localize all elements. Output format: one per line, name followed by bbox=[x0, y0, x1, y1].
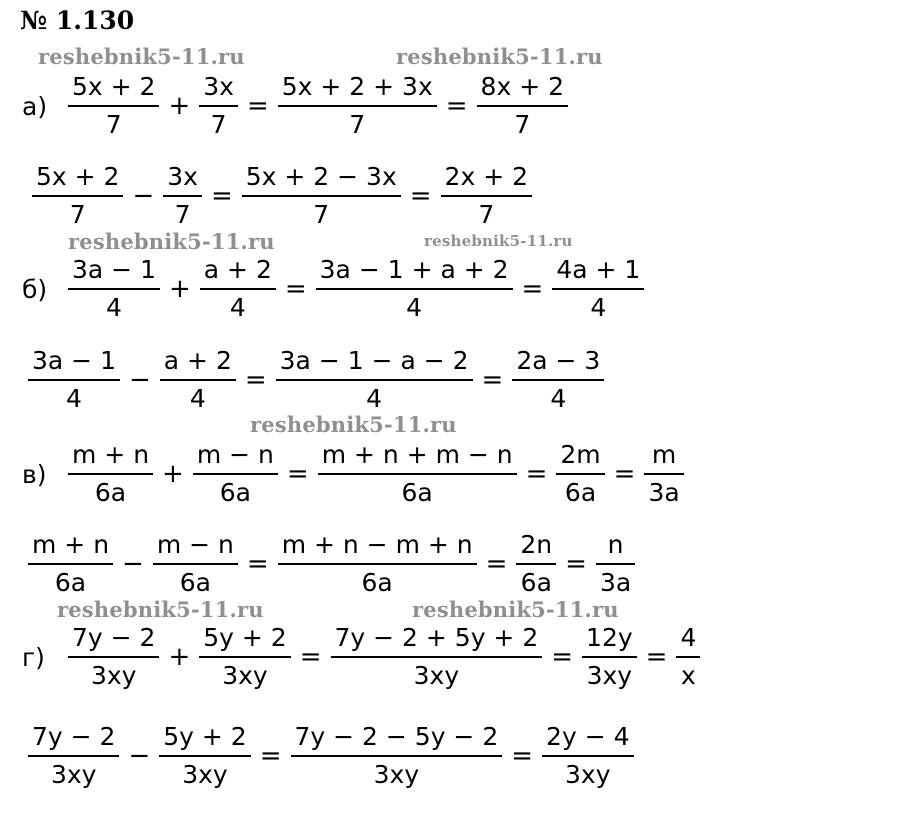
denominator: 7 bbox=[69, 200, 86, 229]
fraction bbox=[441, 162, 532, 230]
numerator: 3a − 1 bbox=[32, 346, 116, 375]
minus-sign: − bbox=[132, 181, 155, 211]
fraction bbox=[516, 530, 556, 598]
denominator: 4 bbox=[189, 384, 206, 413]
equals-sign: = bbox=[565, 549, 587, 579]
equals-sign: = bbox=[409, 181, 432, 211]
part-label-g: г) bbox=[22, 642, 45, 672]
watermark: reshebnik5-11.ru bbox=[250, 412, 457, 437]
numerator: m + n + m − n bbox=[321, 440, 513, 469]
denominator: 4 bbox=[106, 293, 122, 322]
plus-sign: + bbox=[168, 642, 191, 672]
numerator: 2x + 2 bbox=[444, 162, 528, 191]
numerator: 4a + 1 bbox=[556, 255, 641, 284]
equation-g-difference bbox=[22, 722, 640, 790]
plus-sign: + bbox=[162, 459, 184, 489]
equals-sign: = bbox=[244, 365, 267, 395]
denominator: 6a bbox=[564, 478, 597, 507]
fraction bbox=[477, 72, 568, 140]
minus-sign: − bbox=[122, 549, 144, 579]
problem-number: № 1.130 bbox=[20, 6, 135, 35]
fraction bbox=[596, 530, 635, 598]
equation-v-difference bbox=[22, 530, 641, 598]
denominator: 6a bbox=[179, 568, 211, 597]
fraction bbox=[276, 346, 473, 414]
fraction bbox=[32, 162, 123, 230]
denominator: 3xy bbox=[373, 760, 420, 789]
denominator: 7 bbox=[313, 200, 330, 229]
watermark: reshebnik5-11.ru bbox=[57, 597, 264, 622]
watermark: reshebnik5-11.ru bbox=[412, 597, 619, 622]
numerator: 2y − 4 bbox=[546, 722, 630, 751]
numerator: 3x bbox=[203, 72, 234, 101]
equals-sign: = bbox=[286, 459, 309, 489]
plus-sign: + bbox=[168, 274, 191, 304]
denominator: 3xy bbox=[565, 760, 611, 789]
numerator: 2a − 3 bbox=[516, 346, 601, 375]
fraction bbox=[159, 722, 250, 790]
numerator: 7y − 2 bbox=[72, 623, 156, 652]
denominator: 3xy bbox=[413, 661, 460, 690]
denominator: 3a bbox=[599, 568, 632, 597]
equals-sign: = bbox=[645, 642, 668, 672]
fraction bbox=[318, 440, 517, 508]
numerator: n bbox=[607, 530, 624, 559]
numerator: 5x + 2 bbox=[72, 72, 156, 101]
equals-sign: = bbox=[445, 91, 468, 121]
numerator: 3a − 1 bbox=[72, 255, 156, 284]
equals-sign: = bbox=[210, 181, 233, 211]
numerator: m + n − m + n bbox=[281, 530, 473, 559]
fraction bbox=[542, 722, 633, 790]
numerator: m + n bbox=[72, 440, 150, 469]
fraction bbox=[199, 623, 290, 691]
fraction bbox=[68, 72, 159, 140]
numerator: 5x + 2 bbox=[36, 162, 120, 191]
denominator: x bbox=[681, 661, 696, 690]
fraction bbox=[556, 440, 604, 508]
numerator: 5x + 2 + 3x bbox=[281, 72, 433, 101]
numerator: 5x + 2 − 3x bbox=[245, 162, 397, 191]
denominator: 7 bbox=[349, 110, 366, 139]
denominator: 7 bbox=[174, 200, 191, 229]
fraction bbox=[552, 255, 644, 323]
fraction bbox=[278, 72, 437, 140]
fraction bbox=[278, 530, 477, 598]
fraction bbox=[291, 722, 503, 790]
denominator: 7 bbox=[105, 110, 122, 139]
fraction bbox=[676, 623, 700, 691]
numerator: 5y + 2 bbox=[163, 722, 247, 751]
numerator: m − n bbox=[196, 440, 274, 469]
fraction bbox=[316, 255, 513, 323]
denominator: 4 bbox=[550, 384, 567, 413]
numerator: 3a − 1 + a + 2 bbox=[319, 255, 509, 284]
denominator: 7 bbox=[210, 110, 227, 139]
numerator: 7y − 2 bbox=[32, 722, 116, 751]
fraction bbox=[163, 162, 202, 230]
watermark: reshebnik5-11.ru bbox=[424, 232, 573, 250]
denominator: 3a bbox=[648, 478, 680, 507]
denominator: 3xy bbox=[586, 661, 633, 690]
denominator: 4 bbox=[229, 293, 246, 322]
watermark: reshebnik5-11.ru bbox=[38, 44, 245, 69]
denominator: 6a bbox=[401, 478, 433, 507]
fraction bbox=[200, 255, 276, 323]
equals-sign: = bbox=[246, 549, 269, 579]
minus-sign: − bbox=[128, 741, 151, 771]
fraction bbox=[28, 346, 120, 414]
fraction bbox=[153, 530, 238, 598]
part-label-v: в) bbox=[22, 459, 47, 489]
equals-sign: = bbox=[485, 549, 508, 579]
equals-sign: = bbox=[511, 741, 534, 771]
equals-sign: = bbox=[299, 642, 322, 672]
fraction bbox=[28, 530, 113, 598]
minus-sign: − bbox=[128, 365, 151, 395]
numerator: 7y − 2 − 5y − 2 bbox=[294, 722, 499, 751]
watermark: reshebnik5-11.ru bbox=[68, 229, 275, 254]
equals-sign: = bbox=[259, 741, 282, 771]
denominator: 3xy bbox=[90, 661, 137, 690]
denominator: 6a bbox=[219, 478, 251, 507]
fraction bbox=[68, 623, 159, 691]
equation-b-difference bbox=[22, 346, 610, 414]
equation-a-difference bbox=[26, 162, 538, 230]
equals-sign: = bbox=[284, 274, 307, 304]
denominator: 4 bbox=[66, 384, 82, 413]
fraction bbox=[582, 623, 637, 691]
numerator: 5y + 2 bbox=[203, 623, 287, 652]
numerator: a + 2 bbox=[203, 255, 272, 284]
part-label-a: а) bbox=[22, 91, 48, 121]
numerator: 3a − 1 − a − 2 bbox=[279, 346, 469, 375]
fraction bbox=[242, 162, 401, 230]
numerator: 7y − 2 + 5y + 2 bbox=[334, 623, 539, 652]
numerator: 8x + 2 bbox=[480, 72, 564, 101]
denominator: 3xy bbox=[182, 760, 228, 789]
equals-sign: = bbox=[525, 459, 548, 489]
equals-sign: = bbox=[481, 365, 504, 395]
part-label-b: б) bbox=[22, 274, 48, 304]
fraction bbox=[644, 440, 683, 508]
fraction bbox=[193, 440, 278, 508]
fraction bbox=[331, 623, 543, 691]
numerator: 2m bbox=[560, 440, 601, 469]
denominator: 4 bbox=[590, 293, 607, 322]
denominator: 6a bbox=[94, 478, 127, 507]
denominator: 6a bbox=[54, 568, 87, 597]
equation-v-sum bbox=[22, 440, 690, 508]
equals-sign: = bbox=[613, 459, 636, 489]
equals-sign: = bbox=[246, 91, 269, 121]
denominator: 4 bbox=[406, 293, 423, 322]
numerator: 4 bbox=[680, 623, 697, 652]
equation-a-sum bbox=[22, 72, 574, 140]
denominator: 3xy bbox=[50, 760, 97, 789]
numerator: m bbox=[651, 440, 677, 469]
numerator: m − n bbox=[156, 530, 234, 559]
denominator: 7 bbox=[514, 110, 531, 139]
numerator: 2n bbox=[520, 530, 553, 559]
numerator: 12y bbox=[586, 623, 633, 652]
numerator: m + n bbox=[32, 530, 110, 559]
denominator: 6a bbox=[520, 568, 552, 597]
fraction bbox=[28, 722, 119, 790]
fraction bbox=[160, 346, 236, 414]
denominator: 6a bbox=[361, 568, 393, 597]
numerator: a + 2 bbox=[163, 346, 232, 375]
fraction bbox=[199, 72, 238, 140]
plus-sign: + bbox=[168, 91, 191, 121]
denominator: 3xy bbox=[222, 661, 268, 690]
denominator: 4 bbox=[366, 384, 383, 413]
numerator: 3x bbox=[167, 162, 198, 191]
equation-b-sum bbox=[22, 255, 650, 323]
denominator: 7 bbox=[478, 200, 495, 229]
fraction bbox=[68, 440, 153, 508]
fraction bbox=[68, 255, 160, 323]
fraction bbox=[512, 346, 604, 414]
equals-sign: = bbox=[551, 642, 574, 672]
equation-g-sum bbox=[22, 623, 706, 691]
equals-sign: = bbox=[521, 274, 544, 304]
watermark: reshebnik5-11.ru bbox=[396, 44, 603, 69]
